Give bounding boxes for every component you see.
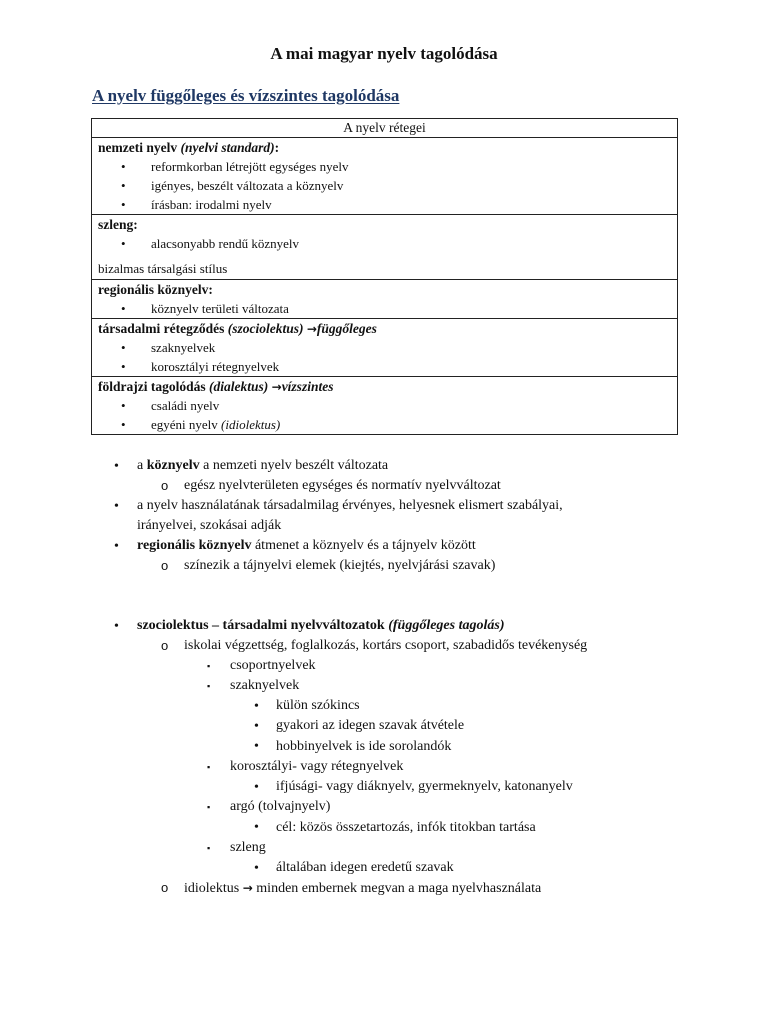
row-heading: nemzeti nyelv (nyelvi standard): bbox=[98, 140, 280, 155]
row-heading: földrajzi tagolódás (dialektus) →vízszintes bbox=[98, 379, 334, 394]
table-header-row bbox=[92, 119, 678, 138]
language-layers-table bbox=[91, 118, 678, 435]
list-item: • szaknyelvek bbox=[121, 338, 671, 357]
bullet-marker: • bbox=[254, 780, 259, 795]
bullet-list bbox=[98, 157, 671, 214]
list-item: gyakori az idegen szavak átvétele bbox=[276, 718, 465, 733]
list-item: a köznyelv a nemzeti nyelv beszélt változata bbox=[137, 458, 389, 473]
row-note: bizalmas társalgási stílus bbox=[98, 261, 228, 276]
row-heading: társadalmi rétegződés (szociolektus) →függőleges bbox=[98, 321, 377, 336]
bullet-marker: • bbox=[114, 539, 119, 554]
table-header: A nyelv rétegei bbox=[92, 119, 678, 138]
list-item: iskolai végzettség, foglalkozás, kortárs csoport, szabadidős tevékenység bbox=[184, 638, 588, 653]
list-item: • köznyelv területi változata bbox=[121, 299, 671, 318]
list-item: • korosztályi rétegnyelvek bbox=[121, 357, 671, 376]
list-item: szleng bbox=[230, 840, 266, 855]
row-heading: regionális köznyelv: bbox=[98, 282, 213, 297]
bullet-list bbox=[98, 396, 671, 434]
list-item: regionális köznyelv átmenet a köznyelv és a tájnyelv között bbox=[137, 538, 476, 553]
list-item-continuation: irányelvei, szokásai adják bbox=[137, 518, 282, 533]
square-marker: ▪ bbox=[207, 681, 211, 691]
list-item: • igényes, beszélt változata a köznyelv bbox=[121, 176, 671, 195]
table-row bbox=[92, 319, 678, 377]
bullet-marker: • bbox=[254, 719, 259, 734]
circle-marker: o bbox=[161, 558, 169, 573]
square-marker: ▪ bbox=[207, 802, 211, 812]
list-item: korosztályi- vagy rétegnyelvek bbox=[230, 759, 404, 774]
section-heading: A nyelv függőleges és vízszintes tagolódása bbox=[92, 86, 400, 105]
list-item: • reformkorban létrejött egységes nyelv bbox=[121, 157, 671, 176]
bullet-list bbox=[98, 299, 671, 318]
list-item: • alacsonyabb rendű köznyelv bbox=[121, 234, 671, 253]
list-item: • családi nyelv bbox=[121, 396, 671, 415]
table-row bbox=[92, 138, 678, 215]
bullet-marker: • bbox=[254, 820, 259, 835]
list-item: általában idegen eredetű szavak bbox=[276, 860, 454, 875]
list-item: ifjúsági- vagy diáknyelv, gyermeknyelv, katonanyelv bbox=[276, 779, 573, 794]
square-marker: ▪ bbox=[207, 661, 211, 671]
arrow-right-icon: → bbox=[306, 322, 317, 336]
bullet-marker: • bbox=[254, 739, 259, 754]
circle-marker: o bbox=[161, 880, 169, 895]
page-title: A mai magyar nyelv tagolódása bbox=[270, 44, 498, 63]
list-item: csoportnyelvek bbox=[230, 658, 316, 673]
list-item: egész nyelvterületen egységes és normatív nyelvváltozat bbox=[184, 478, 501, 493]
table-row bbox=[92, 280, 678, 319]
square-marker: ▪ bbox=[207, 843, 211, 853]
square-marker: ▪ bbox=[207, 762, 211, 772]
table-row bbox=[92, 215, 678, 280]
bullet-marker: • bbox=[114, 499, 119, 514]
bullet-marker: • bbox=[254, 699, 259, 714]
list-item: színezik a tájnyelvi elemek (kiejtés, nyelvjárási szavak) bbox=[184, 558, 496, 573]
bullet-marker: • bbox=[254, 861, 259, 876]
bullet-marker: • bbox=[114, 459, 119, 474]
table-row bbox=[92, 377, 678, 435]
arrow-right-icon: → bbox=[271, 380, 282, 394]
list-item: külön szókincs bbox=[276, 698, 360, 713]
row-heading: szleng: bbox=[98, 217, 138, 232]
bullet-list bbox=[98, 338, 671, 376]
list-item: a nyelv használatának társadalmilag érvényes, helyesnek elismert szabályai, bbox=[137, 498, 563, 513]
bullet-list bbox=[98, 234, 671, 253]
circle-marker: o bbox=[161, 478, 169, 493]
bullet-marker: • bbox=[114, 619, 119, 634]
list-item: cél: közös összetartozás, infók titokban tartása bbox=[276, 820, 536, 835]
list-item: idiolektus → minden embernek megvan a maga nyelvhasználata bbox=[184, 881, 542, 896]
list-item: • egyéni nyelv (idiolektus) bbox=[121, 415, 671, 434]
list-item: • írásban: irodalmi nyelv bbox=[121, 195, 671, 214]
list-item: hobbinyelvek is ide sorolandók bbox=[276, 739, 452, 754]
list-item: szaknyelvek bbox=[230, 678, 300, 693]
list-item: argó (tolvajnyelv) bbox=[230, 799, 331, 814]
list-item: szociolektus – társadalmi nyelvváltozatok (függőleges tagolás) bbox=[137, 618, 505, 633]
arrow-right-icon: → bbox=[242, 881, 253, 895]
circle-marker: o bbox=[161, 638, 169, 653]
